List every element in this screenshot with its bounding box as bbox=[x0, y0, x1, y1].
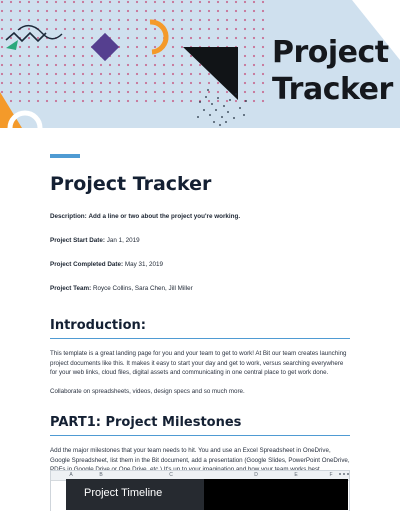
column-header-a[interactable]: A bbox=[69, 472, 73, 478]
milestones-paragraph: Add the major milestones that your team needs to hit. You and use an Excel Spreadsheet in OneDrive, Google Spreadsheet, list them in the Bit document, add a presentation (Google Slides, PowerPoint OneDrive, bbox=[50, 447, 350, 464]
hero-banner bbox=[0, 0, 400, 128]
column-header-c[interactable]: C bbox=[169, 472, 173, 478]
column-header-e[interactable]: E bbox=[294, 472, 298, 478]
team-value: Royce Collins, Sara Chen, Jill Miller bbox=[92, 285, 193, 292]
start-date-label: Project Start Date: bbox=[50, 237, 105, 244]
start-date-value: Jan 1, 2019 bbox=[106, 237, 140, 244]
hero-title-line1: Project bbox=[272, 35, 389, 70]
completed-date-line bbox=[50, 261, 350, 269]
introduction-heading: Introduction: bbox=[50, 318, 146, 333]
document-title: Project Tracker bbox=[50, 173, 212, 195]
more-options-icon[interactable] bbox=[338, 470, 350, 478]
section-divider bbox=[50, 338, 350, 339]
section-divider bbox=[50, 435, 350, 436]
accent-bar bbox=[50, 154, 80, 158]
column-header-f[interactable]: F bbox=[329, 472, 333, 478]
start-date-line bbox=[50, 237, 350, 245]
description-label: Description: bbox=[50, 213, 87, 220]
description-line bbox=[50, 213, 350, 221]
column-header-b[interactable]: B bbox=[99, 472, 103, 478]
completed-date-value: May 31, 2019 bbox=[124, 261, 164, 268]
document-body bbox=[50, 154, 350, 484]
hero-title-line2: Tracker bbox=[272, 72, 393, 107]
team-line bbox=[50, 285, 350, 293]
column-header-d[interactable]: D bbox=[254, 472, 258, 478]
milestones-heading: PART1: Project Milestones bbox=[50, 415, 242, 430]
team-label: Project Team: bbox=[50, 285, 92, 292]
project-timeline-label: Project Timeline bbox=[66, 479, 204, 510]
collaborate-paragraph: Collaborate on spreadsheets, videos, design specs and so much more. bbox=[50, 387, 245, 395]
hero-title bbox=[272, 34, 392, 108]
completed-date-label: Project Completed Date: bbox=[50, 261, 124, 268]
description-value: Add a line or two about the project you're working. bbox=[88, 213, 241, 220]
introduction-paragraph: This template is a great landing page for you and your team to get to work! At Bit our team creates launching project documents like this. It makes it easy to start your day and get to work, versus searching everywhere for your web links, cloud files, digital assets and communicating in one central place to get work done. bbox=[50, 350, 347, 376]
